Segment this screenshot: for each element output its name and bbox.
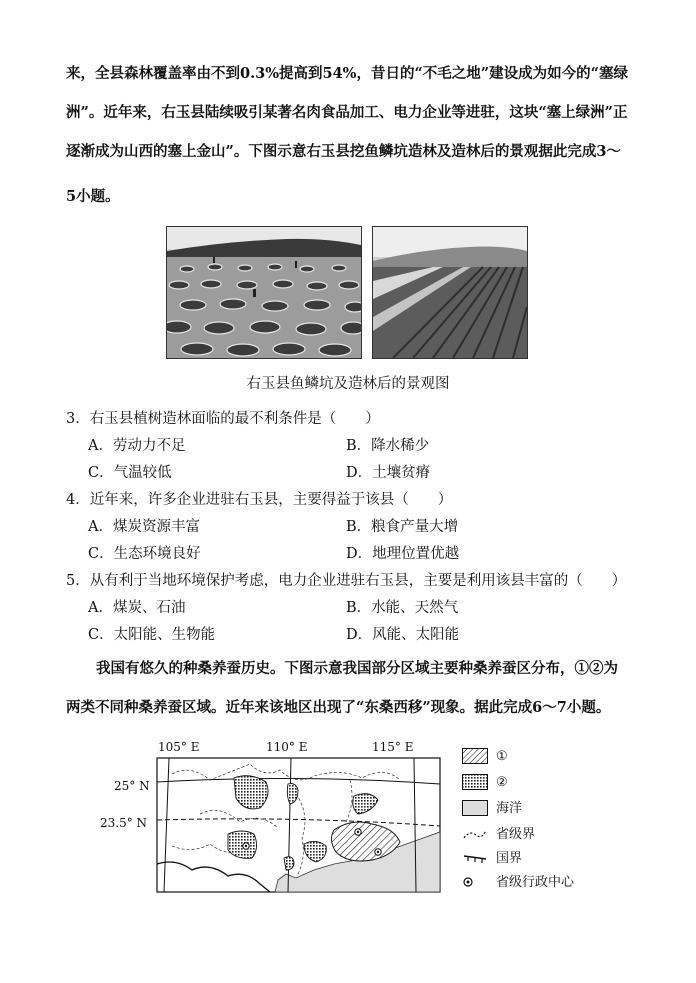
map-legend <box>462 748 642 898</box>
question-4-stem: 4．近年来，许多企业进驻右玉县，主要得益于该县（ ） <box>66 492 453 508</box>
legend-label-sea: 海洋 <box>496 801 523 816</box>
question-5-option-d[interactable]: D．风能、太阳能 <box>346 627 460 643</box>
intro-line-2: 洲”。近年来，右玉县陆续吸引某著名肉食品加工、电力企业等进驻，这块“塞上绿洲”正 <box>66 104 628 121</box>
question-5-option-b[interactable]: B．水能、天然气 <box>346 600 459 616</box>
fish-scale-pit-photo <box>166 226 362 359</box>
question-3-option-c[interactable]: C．气温较低 <box>88 465 172 481</box>
legend-label-provincial-capital: 省级行政中心 <box>496 875 575 890</box>
question-3-stem: 3．右玉县植树造林面临的最不利条件是（ ） <box>66 411 380 427</box>
legend-label-national-border: 国界 <box>496 851 523 866</box>
lon-label-115: 115° E <box>372 740 414 754</box>
question-4-option-a[interactable]: A．煤炭资源丰富 <box>88 519 200 535</box>
national-border-icon <box>462 850 488 866</box>
province-border-icon <box>462 826 488 842</box>
legend-label-province-border: 省级界 <box>496 827 536 842</box>
lat-label-23-5: 23.5° N <box>100 816 148 830</box>
question-4-option-d[interactable]: D．地理位置优越 <box>346 546 460 562</box>
question-4-option-c[interactable]: C．生态环境良好 <box>88 546 201 562</box>
sea-swatch-icon <box>462 800 488 816</box>
afforested-landscape-photo <box>372 226 528 359</box>
question-3-option-b[interactable]: B．降水稀少 <box>346 438 430 454</box>
question-3-option-a[interactable]: A．劳动力不足 <box>88 438 186 454</box>
lon-label-105: 105° E <box>158 740 200 754</box>
lon-label-110: 110° E <box>266 740 308 754</box>
figure-caption: 右玉县鱼鳞坑及造林后的景观图 <box>246 376 450 392</box>
sericulture-map <box>100 734 460 904</box>
legend-label-region-1: ① <box>496 749 508 764</box>
dotted-swatch-icon <box>462 774 488 790</box>
lat-label-25: 25° N <box>114 779 150 793</box>
intro2-line-1: 我国有悠久的种桑养蚕历史。下图示意我国部分区域主要种桑养蚕区分布，①②为 <box>96 660 618 677</box>
intro2-line-2: 两类不同种桑养蚕区域。近年来该地区出现了“东桑西移”现象。据此完成6～7小题。 <box>66 699 611 716</box>
intro-line-4: 5小题。 <box>66 188 120 205</box>
question-5-stem: 5．从有利于当地环境保护考虑，电力企业进驻右玉县，主要是利用该县丰富的（ ） <box>66 573 627 589</box>
provincial-capital-icon <box>462 874 488 890</box>
intro-line-3: 逐渐成为山西的塞上金山”。下图示意右玉县挖鱼鳞坑造林及造林后的景观据此完成3～ <box>66 143 621 160</box>
question-5-option-a[interactable]: A．煤炭、石油 <box>88 600 186 616</box>
question-4-option-b[interactable]: B．粮食产量大增 <box>346 519 459 535</box>
question-5-option-c[interactable]: C．太阳能、生物能 <box>88 627 216 643</box>
question-3-option-d[interactable]: D．土壤贫瘠 <box>346 465 431 481</box>
legend-label-region-2: ② <box>496 775 508 790</box>
hatched-swatch-icon <box>462 748 488 764</box>
intro-line-1: 来，全县森林覆盖率由不到0.3%提高到54%，昔日的“不毛之地”建设成为如今的“塞绿 <box>66 65 628 82</box>
